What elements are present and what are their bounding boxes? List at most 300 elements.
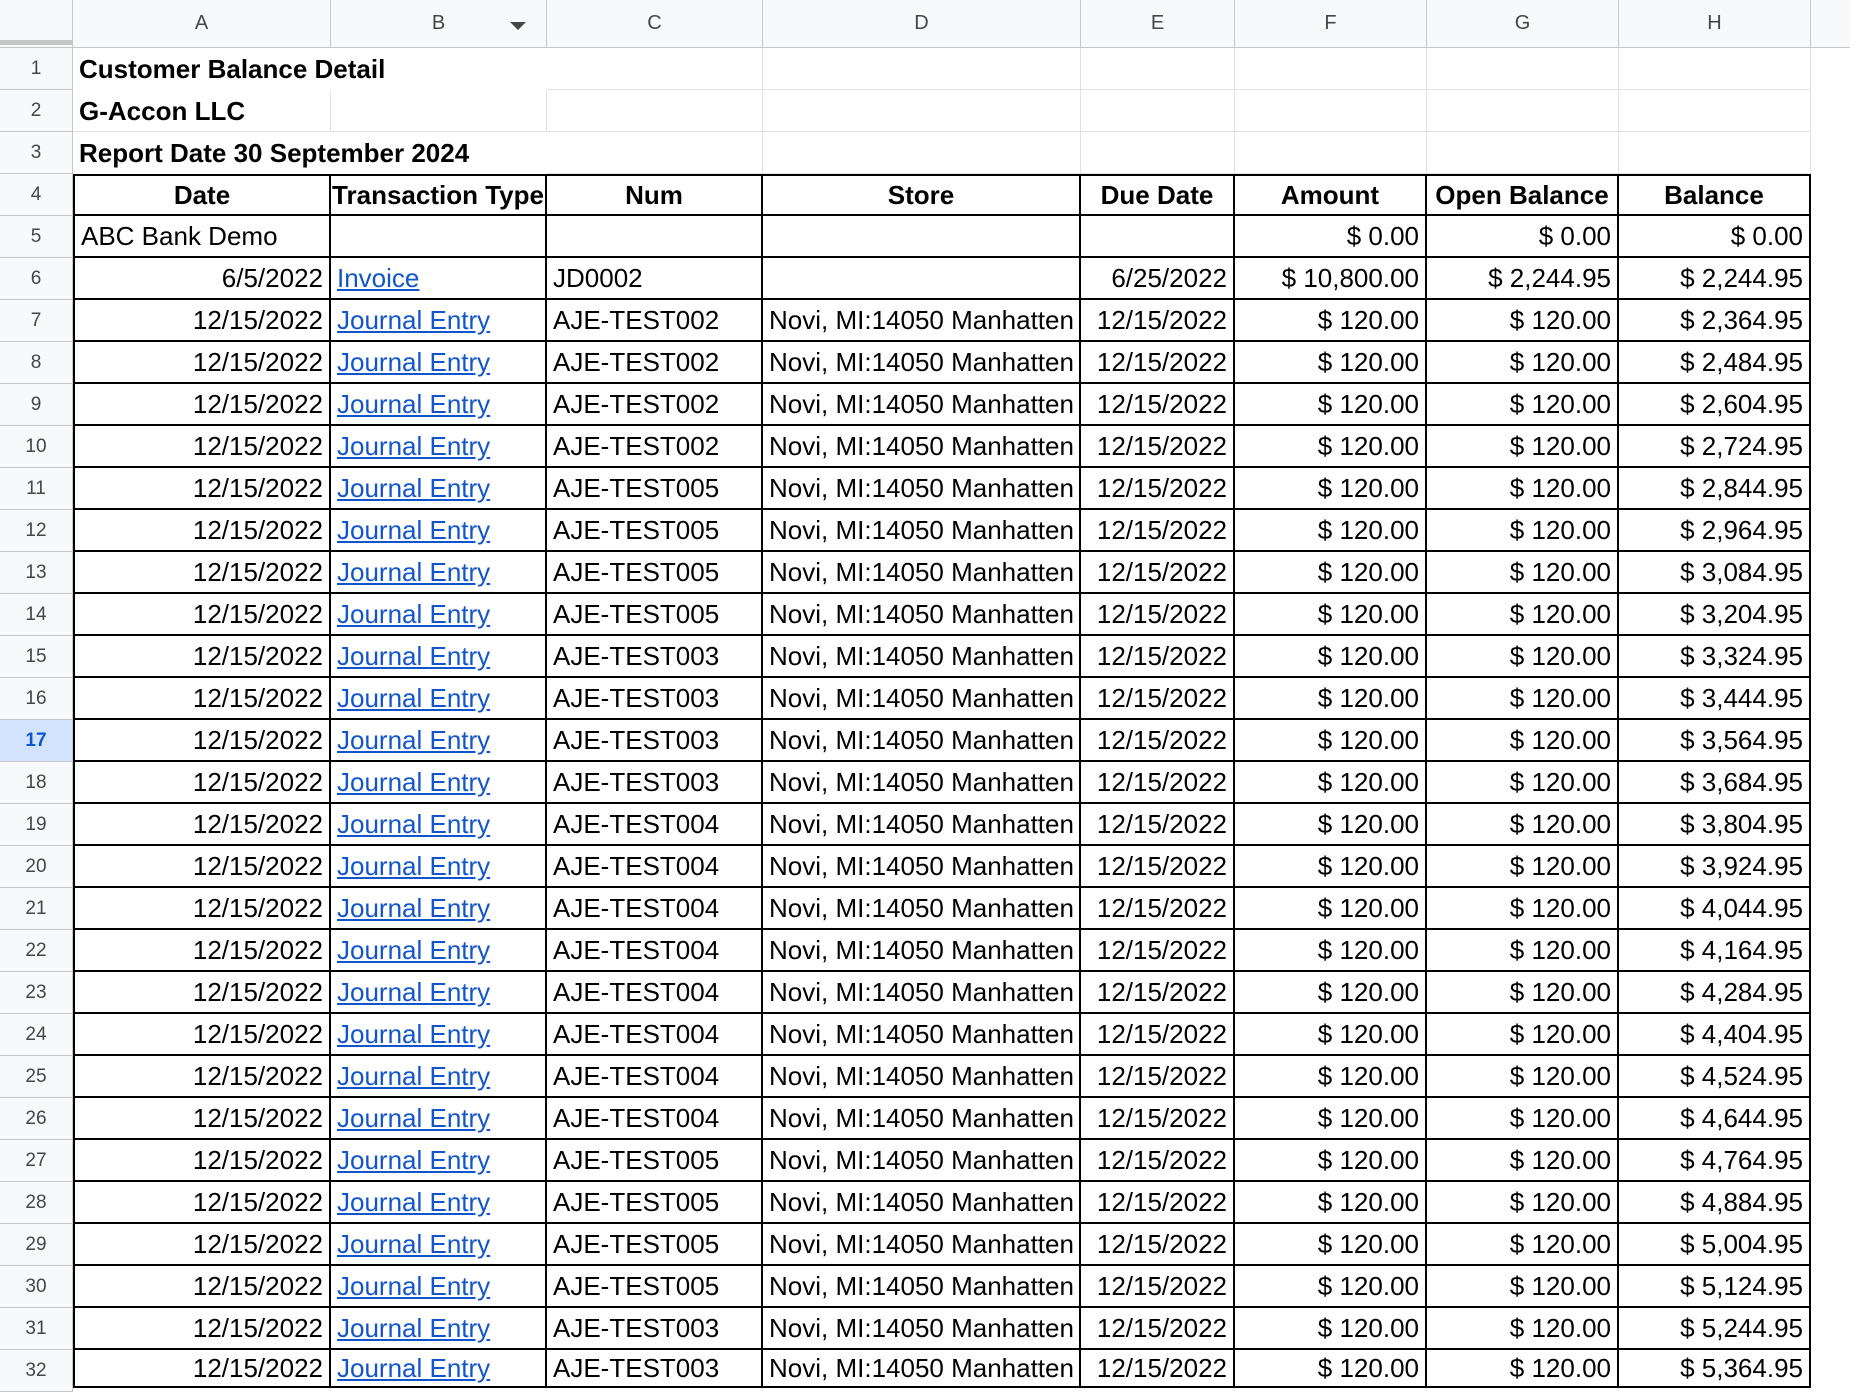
table-cell[interactable]: AJE-TEST005: [547, 510, 763, 552]
table-cell[interactable]: $ 120.00: [1235, 720, 1427, 762]
table-cell[interactable]: [331, 720, 547, 762]
table-cell[interactable]: $ 5,244.95: [1619, 1308, 1811, 1350]
table-cell[interactable]: [331, 1308, 547, 1350]
transaction-type-link[interactable]: Journal Entry: [337, 1229, 491, 1259]
table-cell[interactable]: Novi, MI:14050 Manhatten: [763, 342, 1081, 384]
transaction-type-link[interactable]: Journal Entry: [337, 515, 491, 545]
table-cell[interactable]: AJE-TEST004: [547, 846, 763, 888]
table-cell[interactable]: [331, 258, 547, 300]
table-cell[interactable]: 6/25/2022: [1081, 258, 1235, 300]
table-cell[interactable]: $ 120.00: [1235, 636, 1427, 678]
row-header-12[interactable]: 12: [0, 510, 73, 552]
empty-cell[interactable]: [1081, 90, 1235, 132]
empty-cell[interactable]: [1427, 132, 1619, 174]
table-cell[interactable]: 12/15/2022: [1081, 1098, 1235, 1140]
row-header-6[interactable]: 6: [0, 258, 73, 300]
table-cell[interactable]: 12/15/2022: [1081, 930, 1235, 972]
table-cell[interactable]: AJE-TEST004: [547, 930, 763, 972]
table-cell[interactable]: Novi, MI:14050 Manhatten: [763, 1014, 1081, 1056]
table-cell[interactable]: AJE-TEST005: [547, 594, 763, 636]
row-header-31[interactable]: 31: [0, 1308, 73, 1350]
table-cell[interactable]: 12/15/2022: [73, 972, 331, 1014]
table-cell[interactable]: 12/15/2022: [1081, 1224, 1235, 1266]
table-cell[interactable]: Novi, MI:14050 Manhatten: [763, 720, 1081, 762]
chevron-down-icon[interactable]: [510, 22, 526, 30]
row-header-32[interactable]: 32: [0, 1350, 73, 1392]
table-cell[interactable]: $ 4,884.95: [1619, 1182, 1811, 1224]
table-cell[interactable]: 12/15/2022: [1081, 846, 1235, 888]
empty-cell[interactable]: [1619, 132, 1811, 174]
table-cell[interactable]: $ 5,364.95: [1619, 1350, 1811, 1388]
table-cell[interactable]: AJE-TEST002: [547, 300, 763, 342]
transaction-type-link[interactable]: Journal Entry: [337, 1353, 491, 1383]
table-cell[interactable]: 12/15/2022: [1081, 1308, 1235, 1350]
transaction-type-link[interactable]: Journal Entry: [337, 305, 491, 335]
row-header-17[interactable]: 17: [0, 720, 73, 762]
table-cell[interactable]: [331, 636, 547, 678]
empty-cell[interactable]: [1081, 132, 1235, 174]
table-cell[interactable]: 12/15/2022: [73, 1308, 331, 1350]
table-cell[interactable]: Novi, MI:14050 Manhatten: [763, 594, 1081, 636]
table-cell[interactable]: Novi, MI:14050 Manhatten: [763, 1098, 1081, 1140]
table-cell[interactable]: Novi, MI:14050 Manhatten: [763, 636, 1081, 678]
table-cell[interactable]: [331, 1140, 547, 1182]
table-cell[interactable]: 12/15/2022: [1081, 468, 1235, 510]
table-cell[interactable]: Novi, MI:14050 Manhatten: [763, 972, 1081, 1014]
table-cell[interactable]: $ 10,800.00: [1235, 258, 1427, 300]
table-cell[interactable]: Novi, MI:14050 Manhatten: [763, 510, 1081, 552]
transaction-type-link[interactable]: Journal Entry: [337, 473, 491, 503]
row-header-9[interactable]: 9: [0, 384, 73, 426]
table-cell[interactable]: 12/15/2022: [1081, 384, 1235, 426]
table-cell[interactable]: $ 0.00: [1619, 216, 1811, 258]
table-cell[interactable]: $ 120.00: [1235, 846, 1427, 888]
table-cell[interactable]: $ 120.00: [1427, 678, 1619, 720]
row-header-25[interactable]: 25: [0, 1056, 73, 1098]
table-cell[interactable]: Novi, MI:14050 Manhatten: [763, 1308, 1081, 1350]
transaction-type-link[interactable]: Journal Entry: [337, 347, 491, 377]
table-cell[interactable]: 12/15/2022: [73, 384, 331, 426]
table-cell[interactable]: $ 120.00: [1235, 1098, 1427, 1140]
table-cell[interactable]: Novi, MI:14050 Manhatten: [763, 804, 1081, 846]
table-cell[interactable]: $ 4,284.95: [1619, 972, 1811, 1014]
table-cell[interactable]: [331, 594, 547, 636]
table-cell[interactable]: $ 120.00: [1235, 1308, 1427, 1350]
table-cell[interactable]: Novi, MI:14050 Manhatten: [763, 888, 1081, 930]
table-cell[interactable]: 12/15/2022: [73, 1350, 331, 1388]
transaction-type-link[interactable]: Journal Entry: [337, 1103, 491, 1133]
table-cell[interactable]: $ 120.00: [1427, 1182, 1619, 1224]
table-cell[interactable]: AJE-TEST005: [547, 1224, 763, 1266]
row-header-15[interactable]: 15: [0, 636, 73, 678]
table-cell[interactable]: 12/15/2022: [73, 426, 331, 468]
table-cell[interactable]: 12/15/2022: [73, 1182, 331, 1224]
table-cell[interactable]: $ 120.00: [1235, 468, 1427, 510]
table-cell[interactable]: $ 120.00: [1427, 762, 1619, 804]
empty-cell[interactable]: [763, 90, 1081, 132]
table-cell[interactable]: Novi, MI:14050 Manhatten: [763, 300, 1081, 342]
row-header-30[interactable]: 30: [0, 1266, 73, 1308]
table-cell[interactable]: [331, 384, 547, 426]
empty-cell[interactable]: [763, 132, 1081, 174]
table-cell[interactable]: AJE-TEST003: [547, 678, 763, 720]
column-header-c[interactable]: C: [547, 0, 763, 48]
transaction-type-link[interactable]: Journal Entry: [337, 599, 491, 629]
table-cell[interactable]: AJE-TEST005: [547, 1266, 763, 1308]
table-cell[interactable]: [331, 678, 547, 720]
table-cell[interactable]: $ 120.00: [1235, 300, 1427, 342]
table-cell[interactable]: 12/15/2022: [1081, 636, 1235, 678]
table-cell[interactable]: AJE-TEST003: [547, 1350, 763, 1388]
table-cell[interactable]: $ 3,324.95: [1619, 636, 1811, 678]
table-cell[interactable]: $ 120.00: [1427, 594, 1619, 636]
table-cell[interactable]: $ 4,524.95: [1619, 1056, 1811, 1098]
table-cell[interactable]: $ 120.00: [1427, 1308, 1619, 1350]
transaction-type-link[interactable]: Journal Entry: [337, 893, 491, 923]
table-cell[interactable]: $ 120.00: [1235, 342, 1427, 384]
empty-cell[interactable]: [547, 90, 763, 132]
table-cell[interactable]: Novi, MI:14050 Manhatten: [763, 1182, 1081, 1224]
table-cell[interactable]: AJE-TEST003: [547, 762, 763, 804]
table-cell[interactable]: $ 120.00: [1235, 1266, 1427, 1308]
table-cell[interactable]: $ 4,764.95: [1619, 1140, 1811, 1182]
empty-cell[interactable]: [1235, 90, 1427, 132]
transaction-type-link[interactable]: Journal Entry: [337, 935, 491, 965]
table-cell[interactable]: $ 120.00: [1427, 1056, 1619, 1098]
table-cell[interactable]: AJE-TEST005: [547, 552, 763, 594]
table-cell[interactable]: AJE-TEST003: [547, 1308, 763, 1350]
column-header-a[interactable]: A: [73, 0, 331, 48]
table-cell[interactable]: 12/15/2022: [73, 804, 331, 846]
empty-cell[interactable]: [547, 132, 763, 174]
table-cell[interactable]: $ 4,644.95: [1619, 1098, 1811, 1140]
table-cell[interactable]: 12/15/2022: [1081, 1350, 1235, 1388]
freeze-handle[interactable]: [0, 40, 73, 45]
table-cell[interactable]: $ 2,244.95: [1619, 258, 1811, 300]
table-cell[interactable]: $ 120.00: [1427, 720, 1619, 762]
table-cell[interactable]: $ 4,044.95: [1619, 888, 1811, 930]
table-cell[interactable]: 12/15/2022: [73, 1224, 331, 1266]
transaction-type-link[interactable]: Journal Entry: [337, 851, 491, 881]
empty-cell[interactable]: [1235, 48, 1427, 90]
table-cell[interactable]: $ 120.00: [1235, 426, 1427, 468]
table-cell[interactable]: $ 3,564.95: [1619, 720, 1811, 762]
table-cell[interactable]: 12/15/2022: [73, 678, 331, 720]
table-cell[interactable]: [331, 510, 547, 552]
table-cell[interactable]: 12/15/2022: [73, 720, 331, 762]
empty-cell[interactable]: [1619, 48, 1811, 90]
table-cell[interactable]: $ 120.00: [1427, 888, 1619, 930]
row-header-18[interactable]: 18: [0, 762, 73, 804]
table-cell[interactable]: $ 120.00: [1427, 510, 1619, 552]
table-cell[interactable]: [1081, 216, 1235, 258]
table-cell[interactable]: $ 120.00: [1427, 1140, 1619, 1182]
table-cell[interactable]: Novi, MI:14050 Manhatten: [763, 468, 1081, 510]
table-cell[interactable]: 12/15/2022: [1081, 510, 1235, 552]
table-cell[interactable]: 12/15/2022: [73, 300, 331, 342]
table-cell[interactable]: $ 120.00: [1427, 384, 1619, 426]
transaction-type-link[interactable]: Journal Entry: [337, 1313, 491, 1343]
column-header-h[interactable]: H: [1619, 0, 1811, 48]
transaction-type-link[interactable]: Journal Entry: [337, 431, 491, 461]
row-header-5[interactable]: 5: [0, 216, 73, 258]
table-cell[interactable]: $ 5,124.95: [1619, 1266, 1811, 1308]
table-cell[interactable]: 12/15/2022: [73, 342, 331, 384]
table-cell[interactable]: 12/15/2022: [1081, 426, 1235, 468]
table-cell[interactable]: AJE-TEST004: [547, 972, 763, 1014]
transaction-type-link[interactable]: Journal Entry: [337, 977, 491, 1007]
table-cell[interactable]: 12/15/2022: [1081, 678, 1235, 720]
table-cell[interactable]: [547, 216, 763, 258]
table-cell[interactable]: $ 2,724.95: [1619, 426, 1811, 468]
table-cell[interactable]: 12/15/2022: [1081, 300, 1235, 342]
table-cell[interactable]: 12/15/2022: [1081, 888, 1235, 930]
table-cell[interactable]: 12/15/2022: [73, 762, 331, 804]
table-cell[interactable]: Novi, MI:14050 Manhatten: [763, 1224, 1081, 1266]
table-cell[interactable]: AJE-TEST004: [547, 1014, 763, 1056]
row-header-2[interactable]: 2: [0, 90, 73, 132]
table-cell[interactable]: 12/15/2022: [73, 930, 331, 972]
table-cell[interactable]: [331, 930, 547, 972]
table-cell[interactable]: $ 120.00: [1427, 300, 1619, 342]
table-cell[interactable]: [331, 846, 547, 888]
row-header-19[interactable]: 19: [0, 804, 73, 846]
empty-cell[interactable]: [1619, 90, 1811, 132]
table-cell[interactable]: $ 120.00: [1427, 1266, 1619, 1308]
table-cell[interactable]: [331, 1014, 547, 1056]
table-cell[interactable]: Novi, MI:14050 Manhatten: [763, 930, 1081, 972]
table-cell[interactable]: 12/15/2022: [1081, 1056, 1235, 1098]
row-header-16[interactable]: 16: [0, 678, 73, 720]
row-header-14[interactable]: 14: [0, 594, 73, 636]
row-header-11[interactable]: 11: [0, 468, 73, 510]
table-cell[interactable]: [331, 216, 547, 258]
table-cell[interactable]: [331, 468, 547, 510]
table-cell[interactable]: 12/15/2022: [1081, 1182, 1235, 1224]
table-cell[interactable]: [763, 258, 1081, 300]
row-header-1[interactable]: 1: [0, 48, 73, 90]
table-cell[interactable]: [331, 1266, 547, 1308]
empty-cell[interactable]: [1235, 132, 1427, 174]
row-header-4[interactable]: 4: [0, 174, 73, 216]
table-cell[interactable]: $ 120.00: [1235, 1014, 1427, 1056]
table-cell[interactable]: Novi, MI:14050 Manhatten: [763, 846, 1081, 888]
table-cell[interactable]: $ 120.00: [1235, 762, 1427, 804]
table-cell[interactable]: [331, 1098, 547, 1140]
table-cell[interactable]: $ 3,684.95: [1619, 762, 1811, 804]
empty-cell[interactable]: [331, 90, 547, 132]
table-cell[interactable]: [331, 1224, 547, 1266]
row-header-21[interactable]: 21: [0, 888, 73, 930]
row-header-10[interactable]: 10: [0, 426, 73, 468]
empty-cell[interactable]: [547, 48, 763, 90]
table-cell[interactable]: [331, 1056, 547, 1098]
table-cell[interactable]: 12/15/2022: [73, 594, 331, 636]
table-cell[interactable]: $ 3,204.95: [1619, 594, 1811, 636]
empty-cell[interactable]: [1427, 48, 1619, 90]
table-cell[interactable]: $ 120.00: [1235, 972, 1427, 1014]
table-cell[interactable]: $ 120.00: [1427, 930, 1619, 972]
table-cell[interactable]: 12/15/2022: [1081, 1014, 1235, 1056]
table-cell[interactable]: 12/15/2022: [1081, 1140, 1235, 1182]
table-cell[interactable]: [331, 552, 547, 594]
table-cell[interactable]: $ 120.00: [1427, 1014, 1619, 1056]
column-header-f[interactable]: F: [1235, 0, 1427, 48]
table-cell[interactable]: Novi, MI:14050 Manhatten: [763, 384, 1081, 426]
table-cell[interactable]: $ 3,924.95: [1619, 846, 1811, 888]
table-cell[interactable]: 12/15/2022: [1081, 804, 1235, 846]
transaction-type-link[interactable]: Journal Entry: [337, 683, 491, 713]
table-cell[interactable]: [331, 300, 547, 342]
table-cell[interactable]: $ 0.00: [1235, 216, 1427, 258]
table-cell[interactable]: AJE-TEST002: [547, 384, 763, 426]
row-header-29[interactable]: 29: [0, 1224, 73, 1266]
table-cell[interactable]: 12/15/2022: [73, 888, 331, 930]
table-cell[interactable]: $ 120.00: [1427, 426, 1619, 468]
table-cell[interactable]: 12/15/2022: [1081, 594, 1235, 636]
table-cell[interactable]: $ 120.00: [1427, 1224, 1619, 1266]
table-cell[interactable]: $ 120.00: [1235, 510, 1427, 552]
table-cell[interactable]: 12/15/2022: [73, 1266, 331, 1308]
table-cell[interactable]: 12/15/2022: [1081, 342, 1235, 384]
table-cell[interactable]: [331, 888, 547, 930]
table-cell[interactable]: $ 120.00: [1235, 1140, 1427, 1182]
row-header-3[interactable]: 3: [0, 132, 73, 174]
table-cell[interactable]: 12/15/2022: [73, 846, 331, 888]
row-header-27[interactable]: 27: [0, 1140, 73, 1182]
table-cell[interactable]: [331, 342, 547, 384]
transaction-type-link[interactable]: Journal Entry: [337, 641, 491, 671]
table-cell[interactable]: Novi, MI:14050 Manhatten: [763, 1350, 1081, 1388]
row-header-23[interactable]: 23: [0, 972, 73, 1014]
row-header-24[interactable]: 24: [0, 1014, 73, 1056]
table-cell[interactable]: 12/15/2022: [73, 510, 331, 552]
empty-cell[interactable]: [1427, 90, 1619, 132]
table-cell[interactable]: Novi, MI:14050 Manhatten: [763, 1266, 1081, 1308]
transaction-type-link[interactable]: Journal Entry: [337, 1061, 491, 1091]
empty-cell[interactable]: [1081, 48, 1235, 90]
table-cell[interactable]: Novi, MI:14050 Manhatten: [763, 1140, 1081, 1182]
table-cell[interactable]: $ 5,004.95: [1619, 1224, 1811, 1266]
table-cell[interactable]: [331, 1350, 547, 1388]
table-cell[interactable]: $ 120.00: [1235, 1224, 1427, 1266]
select-all-corner[interactable]: [0, 0, 73, 48]
transaction-type-link[interactable]: Journal Entry: [337, 389, 491, 419]
table-cell[interactable]: $ 120.00: [1235, 888, 1427, 930]
column-header-b[interactable]: B: [331, 0, 547, 48]
table-cell[interactable]: AJE-TEST004: [547, 1056, 763, 1098]
transaction-type-link[interactable]: Journal Entry: [337, 557, 491, 587]
customer-name[interactable]: ABC Bank Demo: [73, 216, 331, 258]
table-cell[interactable]: $ 120.00: [1427, 846, 1619, 888]
table-cell[interactable]: 12/15/2022: [73, 552, 331, 594]
table-cell[interactable]: $ 2,844.95: [1619, 468, 1811, 510]
column-header-d[interactable]: D: [763, 0, 1081, 48]
table-cell[interactable]: $ 2,244.95: [1427, 258, 1619, 300]
table-cell[interactable]: $ 120.00: [1235, 384, 1427, 426]
table-cell[interactable]: [331, 804, 547, 846]
transaction-type-link[interactable]: Journal Entry: [337, 1145, 491, 1175]
table-cell[interactable]: $ 0.00: [1427, 216, 1619, 258]
row-header-28[interactable]: 28: [0, 1182, 73, 1224]
table-cell[interactable]: [331, 762, 547, 804]
row-header-7[interactable]: 7: [0, 300, 73, 342]
table-cell[interactable]: AJE-TEST003: [547, 720, 763, 762]
table-cell[interactable]: 12/15/2022: [1081, 762, 1235, 804]
table-cell[interactable]: $ 2,964.95: [1619, 510, 1811, 552]
table-cell[interactable]: 12/15/2022: [1081, 1266, 1235, 1308]
table-cell[interactable]: AJE-TEST002: [547, 426, 763, 468]
transaction-type-link[interactable]: Invoice: [337, 263, 420, 293]
table-cell[interactable]: $ 120.00: [1235, 1056, 1427, 1098]
table-cell[interactable]: 12/15/2022: [73, 1140, 331, 1182]
table-cell[interactable]: $ 120.00: [1427, 972, 1619, 1014]
table-cell[interactable]: $ 120.00: [1235, 594, 1427, 636]
table-cell[interactable]: $ 120.00: [1427, 1350, 1619, 1388]
table-cell[interactable]: AJE-TEST005: [547, 1182, 763, 1224]
table-cell[interactable]: $ 120.00: [1235, 804, 1427, 846]
column-header-g[interactable]: G: [1427, 0, 1619, 48]
table-cell[interactable]: $ 4,404.95: [1619, 1014, 1811, 1056]
row-header-13[interactable]: 13: [0, 552, 73, 594]
table-cell[interactable]: $ 120.00: [1427, 342, 1619, 384]
table-cell[interactable]: $ 120.00: [1235, 552, 1427, 594]
table-cell[interactable]: [331, 426, 547, 468]
row-header-22[interactable]: 22: [0, 930, 73, 972]
empty-cell[interactable]: [763, 48, 1081, 90]
table-cell[interactable]: $ 120.00: [1235, 930, 1427, 972]
table-cell[interactable]: Novi, MI:14050 Manhatten: [763, 552, 1081, 594]
table-cell[interactable]: AJE-TEST005: [547, 468, 763, 510]
table-cell[interactable]: AJE-TEST004: [547, 888, 763, 930]
table-cell[interactable]: $ 2,604.95: [1619, 384, 1811, 426]
table-cell[interactable]: $ 3,084.95: [1619, 552, 1811, 594]
table-cell[interactable]: 12/15/2022: [1081, 552, 1235, 594]
table-cell[interactable]: $ 120.00: [1427, 636, 1619, 678]
row-header-26[interactable]: 26: [0, 1098, 73, 1140]
table-cell[interactable]: Novi, MI:14050 Manhatten: [763, 426, 1081, 468]
table-cell[interactable]: AJE-TEST004: [547, 804, 763, 846]
table-cell[interactable]: 12/15/2022: [73, 1056, 331, 1098]
table-cell[interactable]: Novi, MI:14050 Manhatten: [763, 762, 1081, 804]
table-cell[interactable]: 12/15/2022: [1081, 972, 1235, 1014]
column-header-e[interactable]: E: [1081, 0, 1235, 48]
transaction-type-link[interactable]: Journal Entry: [337, 767, 491, 797]
table-cell[interactable]: Novi, MI:14050 Manhatten: [763, 1056, 1081, 1098]
table-cell[interactable]: $ 120.00: [1427, 468, 1619, 510]
transaction-type-link[interactable]: Journal Entry: [337, 1187, 491, 1217]
table-cell[interactable]: 12/15/2022: [73, 1098, 331, 1140]
transaction-type-link[interactable]: Journal Entry: [337, 809, 491, 839]
table-cell[interactable]: 12/15/2022: [1081, 720, 1235, 762]
table-cell[interactable]: AJE-TEST004: [547, 1098, 763, 1140]
table-cell[interactable]: [763, 216, 1081, 258]
table-cell[interactable]: [331, 972, 547, 1014]
table-cell[interactable]: AJE-TEST005: [547, 1140, 763, 1182]
row-header-8[interactable]: 8: [0, 342, 73, 384]
table-cell[interactable]: $ 120.00: [1235, 1350, 1427, 1388]
table-cell[interactable]: 6/5/2022: [73, 258, 331, 300]
table-cell[interactable]: 12/15/2022: [73, 1014, 331, 1056]
table-cell[interactable]: $ 3,804.95: [1619, 804, 1811, 846]
table-cell[interactable]: $ 120.00: [1235, 1182, 1427, 1224]
table-cell[interactable]: $ 120.00: [1235, 678, 1427, 720]
table-cell[interactable]: AJE-TEST002: [547, 342, 763, 384]
table-cell[interactable]: $ 2,364.95: [1619, 300, 1811, 342]
table-cell[interactable]: $ 3,444.95: [1619, 678, 1811, 720]
row-header-20[interactable]: 20: [0, 846, 73, 888]
table-cell[interactable]: Novi, MI:14050 Manhatten: [763, 678, 1081, 720]
